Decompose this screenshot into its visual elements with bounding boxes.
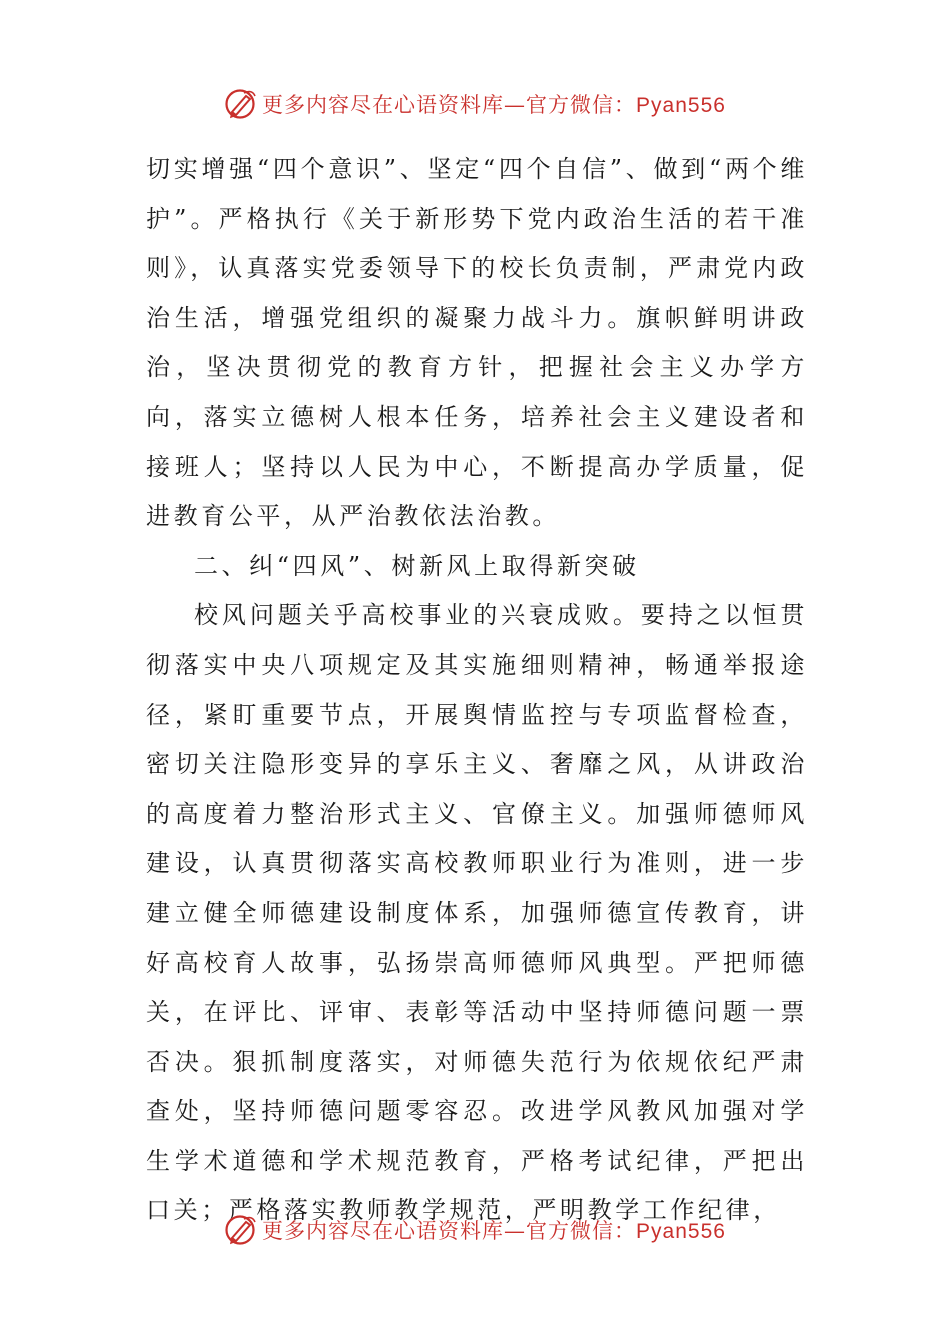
document-body — [146, 145, 808, 1236]
watermark-header — [0, 84, 950, 124]
section-heading: 二、纠“四风”、树新风上取得新突破 — [194, 551, 640, 580]
pen-in-circle-icon — [224, 87, 258, 121]
watermark-text: 更多内容尽在心语资料库—官方微信：Pyan556 — [262, 93, 726, 117]
paragraph-1: 切实增强“四个意识”、坚定“四个自信”、做到“两个维护”。严格执行《关于新形势下党内政治生活的若干准则》，认真落实党委领导下的校长负责制，严肃党内政治生活，增强党组织的凝聚力战斗力。旗帜鲜明讲政治，坚决贯彻党的教育方针，把握社会主义办学方向，落实立德树人根本任务，培养社会主义建设者和接班人；坚持以人民为中心，不断提高办学质量，促进教育公平，从严治教依法治教。 — [146, 155, 808, 531]
paragraph-2: 校风问题关乎高校事业的兴衰成败。要持之以恒贯彻落实中央八项规定及其实施细则精神，畅通举报途径，紧盯重要节点，开展舆情监控与专项监督检查，密切关注隐形变异的享乐主义、奢靡之风，从讲政治的高度着力整治形式主义、官僚主义。加强师德师风建设，认真贯彻落实高校教师职业行为准则，进一步建立健全师德建设制度体系，加强师德宣传教育，讲好高校育人故事，弘扬崇高师德师风典型。严把师德关，在评比、评审、表彰等活动中坚持师德问题一票否决。狠抓制度落实，对师德失范行为依规依纪严肃查处，坚持师德问题零容忍。改进学风教风加强对学生学术道德和学术规范教育，严格考试纪律，严把出口关；严格落实教师教学规范，严明教学工作纪律， — [146, 601, 808, 1225]
watermark-footer — [0, 1210, 950, 1250]
watermark-text: 更多内容尽在心语资料库—官方微信：Pyan556 — [262, 1219, 726, 1243]
pen-in-circle-icon — [224, 1213, 258, 1247]
